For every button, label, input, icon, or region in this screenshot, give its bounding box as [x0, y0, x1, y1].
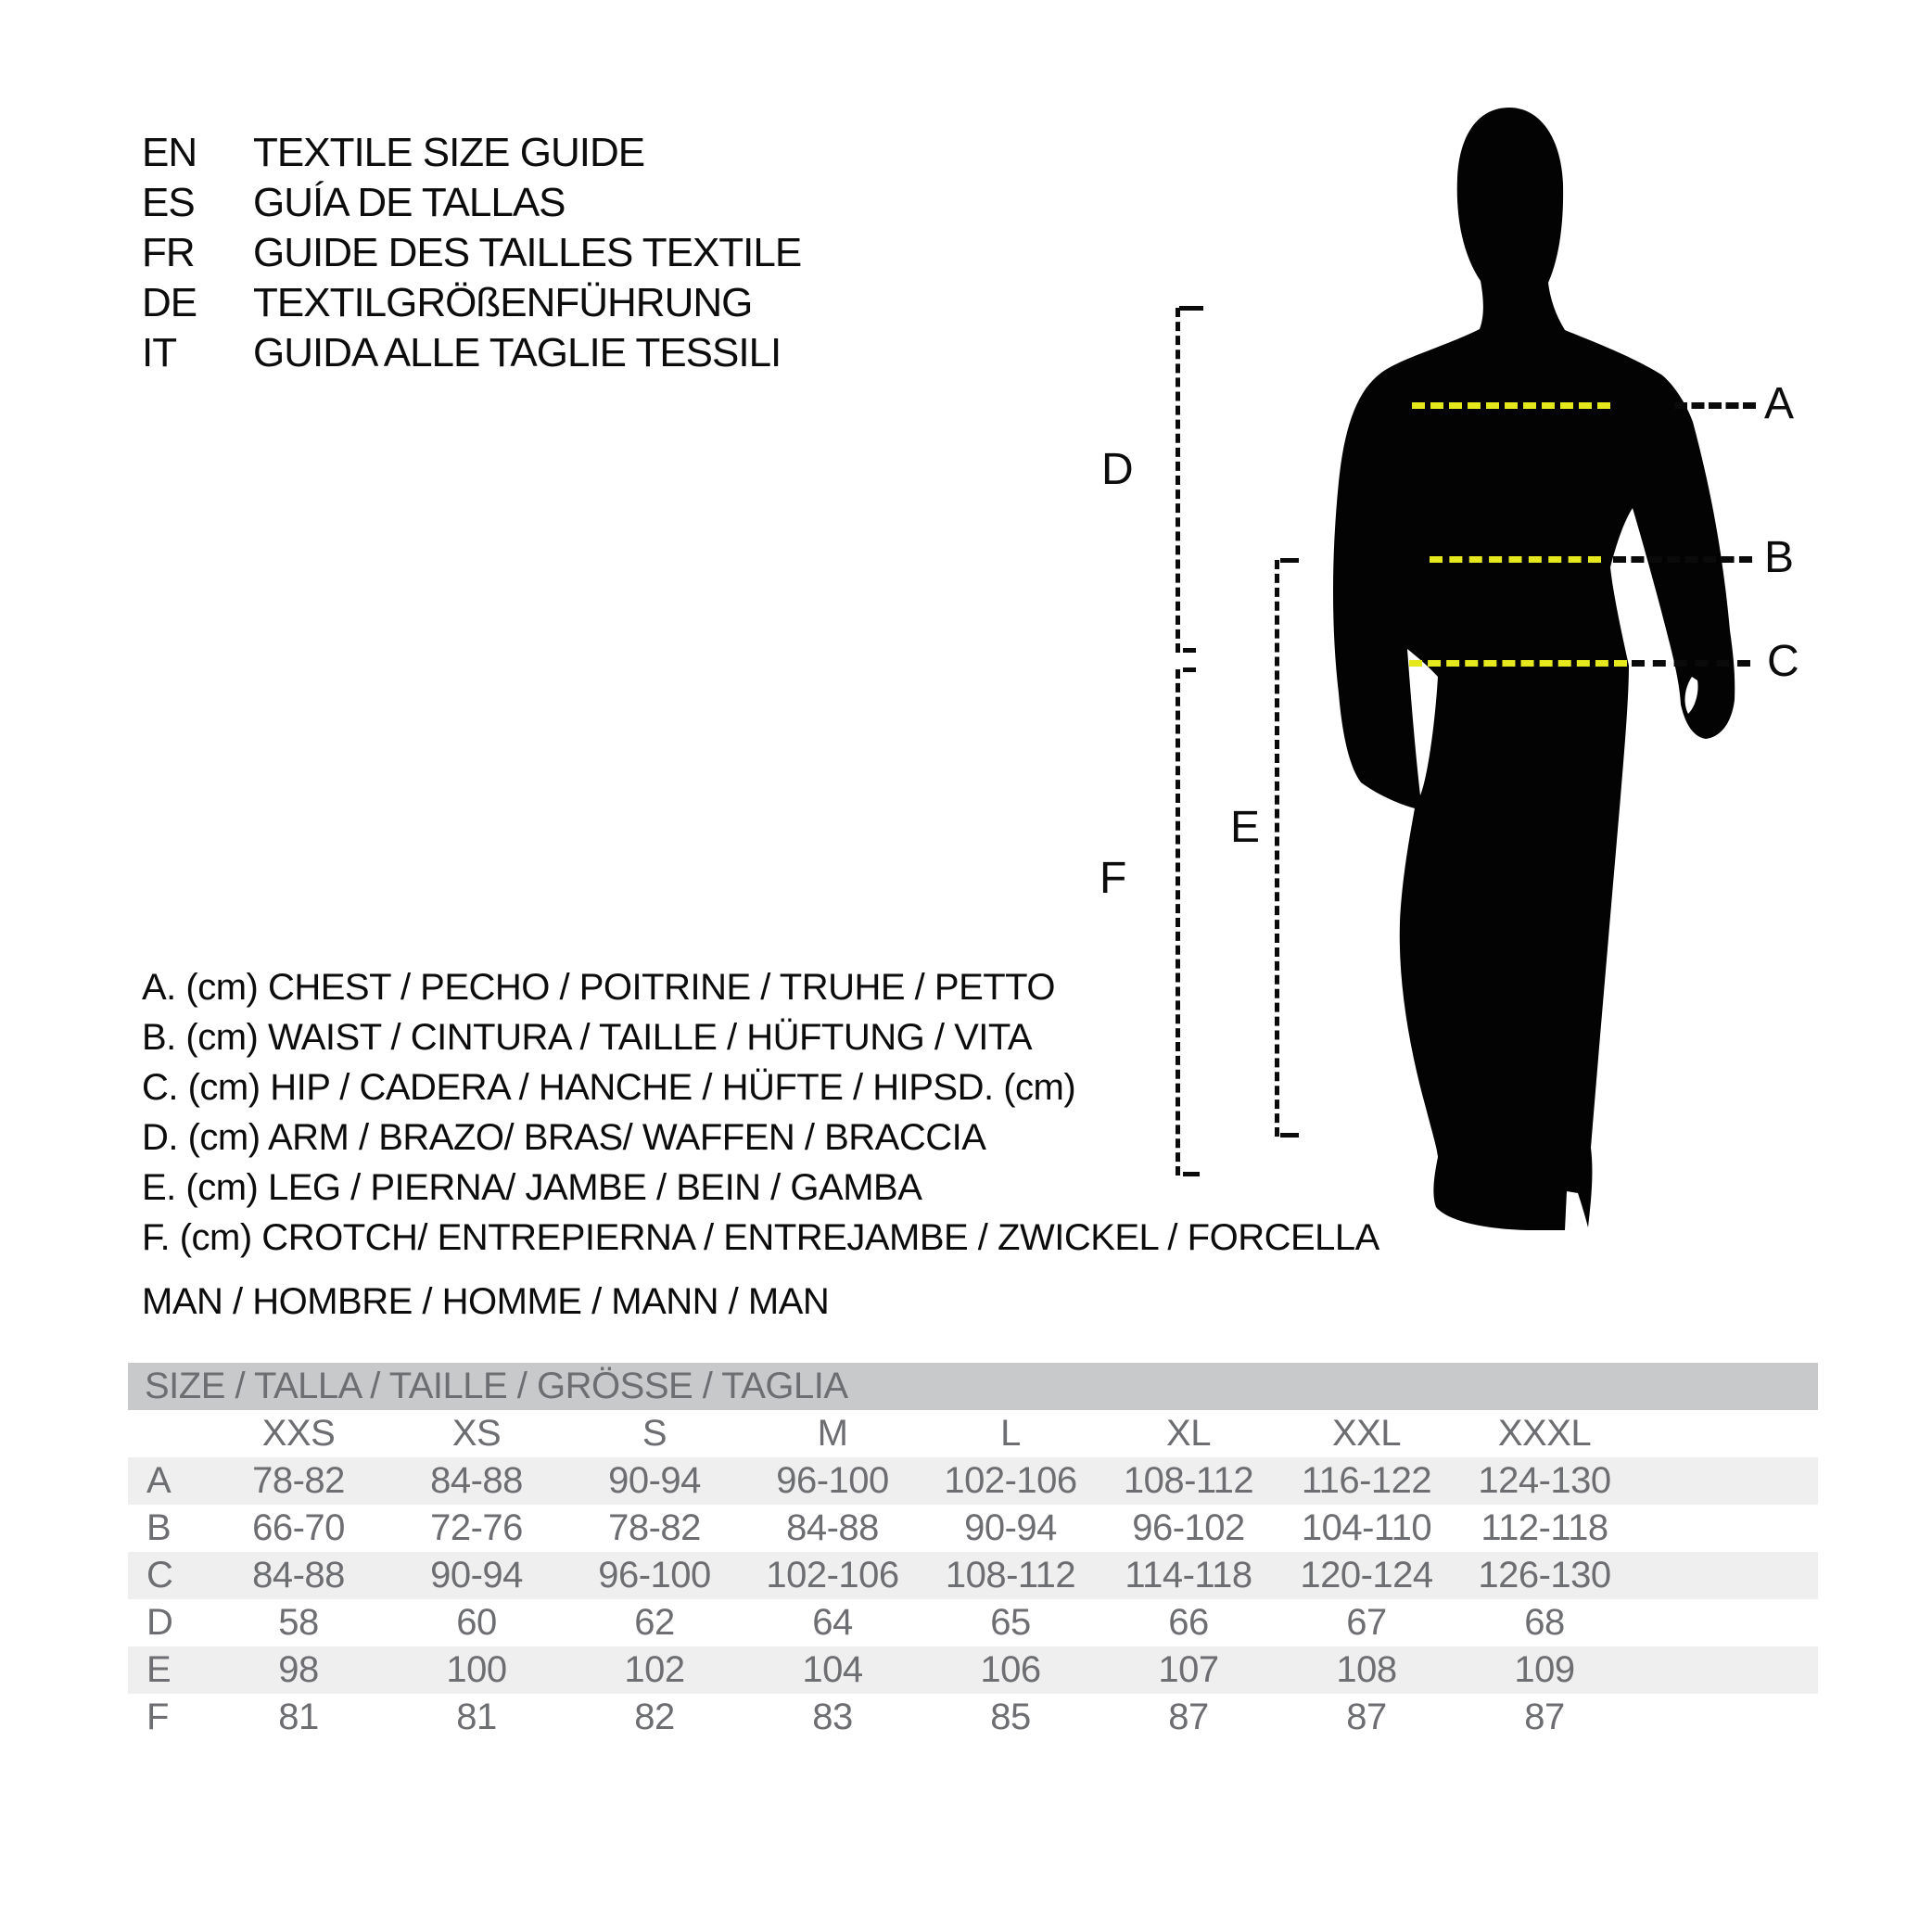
row-label: C [146, 1555, 173, 1595]
cell-value: 106 [980, 1649, 1041, 1690]
arm-length-line-d [1176, 308, 1180, 653]
lang-code: IT [142, 330, 177, 375]
column-header-xxs: XXS [261, 1413, 336, 1454]
cell-value: 104-110 [1301, 1507, 1432, 1548]
marker-label-waist: B [1764, 533, 1794, 582]
column-header-s: S [642, 1413, 667, 1454]
column-header-m: M [817, 1413, 848, 1454]
column-header-xl: XL [1166, 1413, 1211, 1454]
lang-title: GUIDE DES TAILLES TEXTILE [253, 230, 802, 275]
legend-item-chest: A. (cm) CHEST / PECHO / POITRINE / TRUHE / PETTO [142, 966, 1056, 1008]
cell-value: 96-100 [776, 1460, 889, 1501]
cell-value: 120-124 [1300, 1555, 1433, 1595]
table-row-arm [128, 1599, 1818, 1646]
legend-item-waist: B. (cm) WAIST / CINTURA / TAILLE / HÜFTUNG / VITA [142, 1016, 1033, 1058]
cell-value: 85 [990, 1697, 1031, 1737]
column-header-xxxl: XXXL [1497, 1413, 1592, 1454]
cell-value: 78-82 [608, 1507, 701, 1548]
cell-value: 90-94 [430, 1555, 523, 1595]
cell-value: 96-102 [1132, 1507, 1245, 1548]
marker-label-hip: C [1767, 637, 1799, 686]
column-header-xs: XS [451, 1413, 502, 1454]
measurement-legend [142, 962, 1379, 1263]
size-table [128, 1363, 1818, 1741]
table-row-leg [128, 1646, 1818, 1694]
table-row-waist [128, 1505, 1818, 1552]
cell-value: 60 [456, 1602, 497, 1643]
lang-title: GUÍA DE TALLAS [253, 180, 566, 225]
size-table-title: SIZE / TALLA / TAILLE / GRÖSSE / TAGLIA [145, 1366, 848, 1406]
cell-value: 62 [634, 1602, 675, 1643]
line-d-bottom-tick [1183, 648, 1196, 653]
cell-value: 107 [1158, 1649, 1219, 1690]
row-label: E [146, 1649, 172, 1690]
lang-title: TEXTILE SIZE GUIDE [253, 130, 645, 175]
legend-item-arm: D. (cm) ARM / BRAZO/ BRAS/ WAFFEN / BRACCIA [142, 1116, 986, 1158]
cell-value: 114-118 [1125, 1555, 1252, 1595]
hip-line-extension [1632, 660, 1750, 667]
cell-value: 68 [1524, 1602, 1565, 1643]
cell-value: 72-76 [430, 1507, 523, 1548]
legend-item-crotch: F. (cm) CROTCH/ ENTREPIERNA / ENTREJAMBE / ZWICKEL / FORCELLA [142, 1216, 1379, 1258]
cell-value: 109 [1514, 1649, 1575, 1690]
line-d-top-tick [1179, 306, 1203, 311]
cell-value: 102 [624, 1649, 685, 1690]
cell-value: 84-88 [430, 1460, 523, 1501]
cell-value: 78-82 [252, 1460, 345, 1501]
legend-item-leg: E. (cm) LEG / PIERNA/ JAMBE / BEIN / GAMBA [142, 1166, 922, 1208]
cell-value: 87 [1346, 1697, 1387, 1737]
cell-value: 65 [990, 1602, 1031, 1643]
cell-value: 98 [278, 1649, 319, 1690]
row-label: D [146, 1602, 173, 1643]
cell-value: 124-130 [1478, 1460, 1611, 1501]
cell-value: 112-118 [1481, 1507, 1608, 1548]
legend-item-hip: C. (cm) HIP / CADERA / HANCHE / HÜFTE / HIPSD. (cm) [142, 1066, 1076, 1108]
cell-value: 67 [1346, 1602, 1387, 1643]
table-row-chest [128, 1457, 1818, 1505]
cell-value: 90-94 [608, 1460, 701, 1501]
column-header-l: L [1000, 1413, 1021, 1454]
waist-line-highlight [1430, 556, 1601, 563]
size-table-title-bar [128, 1363, 1818, 1410]
cell-value: 104 [802, 1649, 863, 1690]
cell-value: 102-106 [766, 1555, 899, 1595]
cell-value: 116-122 [1301, 1460, 1432, 1501]
lang-code: FR [142, 230, 195, 275]
row-label: B [146, 1507, 172, 1548]
cell-value: 64 [812, 1602, 853, 1643]
lang-code: ES [142, 180, 195, 225]
cell-value: 100 [446, 1649, 507, 1690]
lang-code: DE [142, 280, 197, 325]
marker-label-chest: A [1764, 379, 1794, 428]
marker-label-crotch: F [1099, 854, 1126, 903]
cell-value: 102-106 [944, 1460, 1077, 1501]
cell-value: 84-88 [786, 1507, 879, 1548]
cell-value: 58 [278, 1602, 319, 1643]
cell-value: 108-112 [945, 1555, 1076, 1595]
cell-value: 87 [1168, 1697, 1209, 1737]
cell-value: 83 [812, 1697, 853, 1737]
line-e-top-tick [1280, 558, 1299, 563]
cell-value: 66-70 [252, 1507, 345, 1548]
cell-value: 66 [1168, 1602, 1209, 1643]
cell-value: 108-112 [1123, 1460, 1254, 1501]
category-line: MAN / HOMBRE / HOMME / MANN / MAN [142, 1281, 830, 1322]
chest-line-highlight [1412, 402, 1610, 409]
marker-label-leg: E [1230, 803, 1260, 852]
lang-code: EN [142, 130, 197, 175]
cell-value: 90-94 [964, 1507, 1057, 1548]
hip-line-highlight [1409, 660, 1627, 667]
row-label: F [146, 1697, 169, 1737]
cell-value: 82 [634, 1697, 675, 1737]
size-table-header-row [128, 1410, 1818, 1457]
table-row-crotch [128, 1694, 1818, 1741]
man-silhouette [1298, 93, 1780, 1242]
chest-line-extension [1674, 402, 1756, 409]
marker-label-arm: D [1101, 445, 1133, 494]
cell-value: 84-88 [252, 1555, 345, 1595]
line-f-top-tick [1183, 667, 1196, 672]
cell-value: 96-100 [598, 1555, 711, 1595]
cell-value: 126-130 [1478, 1555, 1611, 1595]
cell-value: 87 [1524, 1697, 1565, 1737]
column-header-xxl: XXL [1331, 1413, 1402, 1454]
waist-line-extension [1613, 556, 1752, 563]
cell-value: 81 [456, 1697, 497, 1737]
cell-value: 81 [278, 1697, 319, 1737]
cell-value: 108 [1336, 1649, 1397, 1690]
lang-title: TEXTILGRÖßENFÜHRUNG [253, 280, 753, 325]
row-label: A [146, 1460, 172, 1501]
table-row-hip [128, 1552, 1818, 1599]
lang-title: GUIDA ALLE TAGLIE TESSILI [253, 330, 782, 375]
